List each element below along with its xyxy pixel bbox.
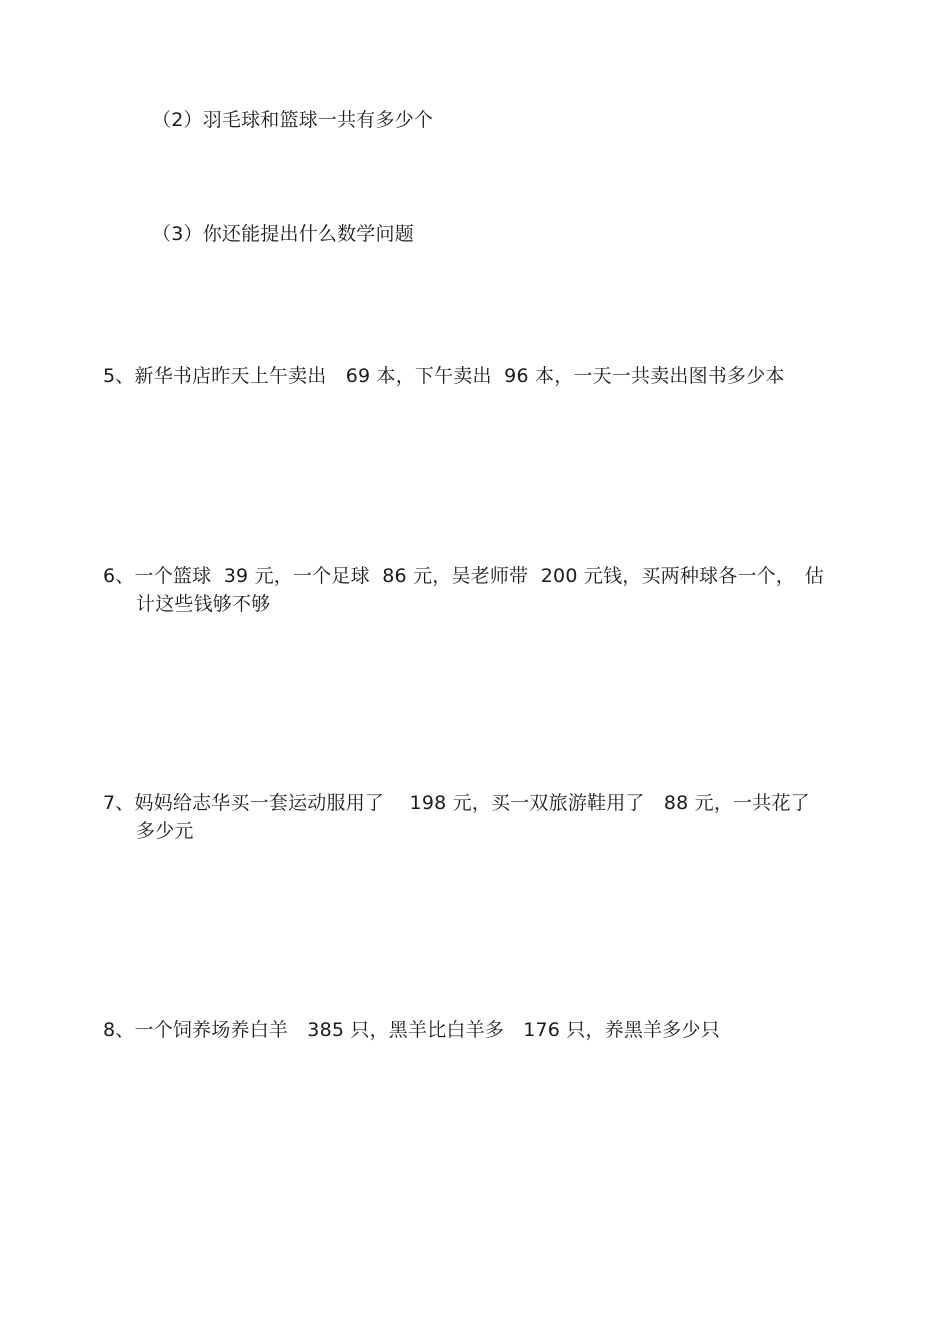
sub-question-3: （3）你还能提出什么数学问题 xyxy=(152,223,414,245)
problem-5: 5、新华书店昨天上午卖出 69 本，下午卖出 96 本，一天一共卖出图书多少本 xyxy=(103,365,785,387)
sub-question-2: （2）羽毛球和篮球一共有多少个 xyxy=(152,109,434,131)
problem-7-continuation: 多少元 xyxy=(136,820,194,842)
problem-7: 7、妈妈给志华买一套运动服用了 198 元，买一双旅游鞋用了 88 元，一共花了 xyxy=(103,792,810,814)
problem-6: 6、一个篮球 39 元，一个足球 86 元，吴老师带 200 元钱，买两种球各一个， 估 xyxy=(103,565,824,587)
problem-8: 8、一个饲养场养白羊 385 只，黑羊比白羊多 176 只，养黑羊多少只 xyxy=(103,1019,720,1041)
problem-6-continuation: 计这些钱够不够 xyxy=(136,593,271,615)
